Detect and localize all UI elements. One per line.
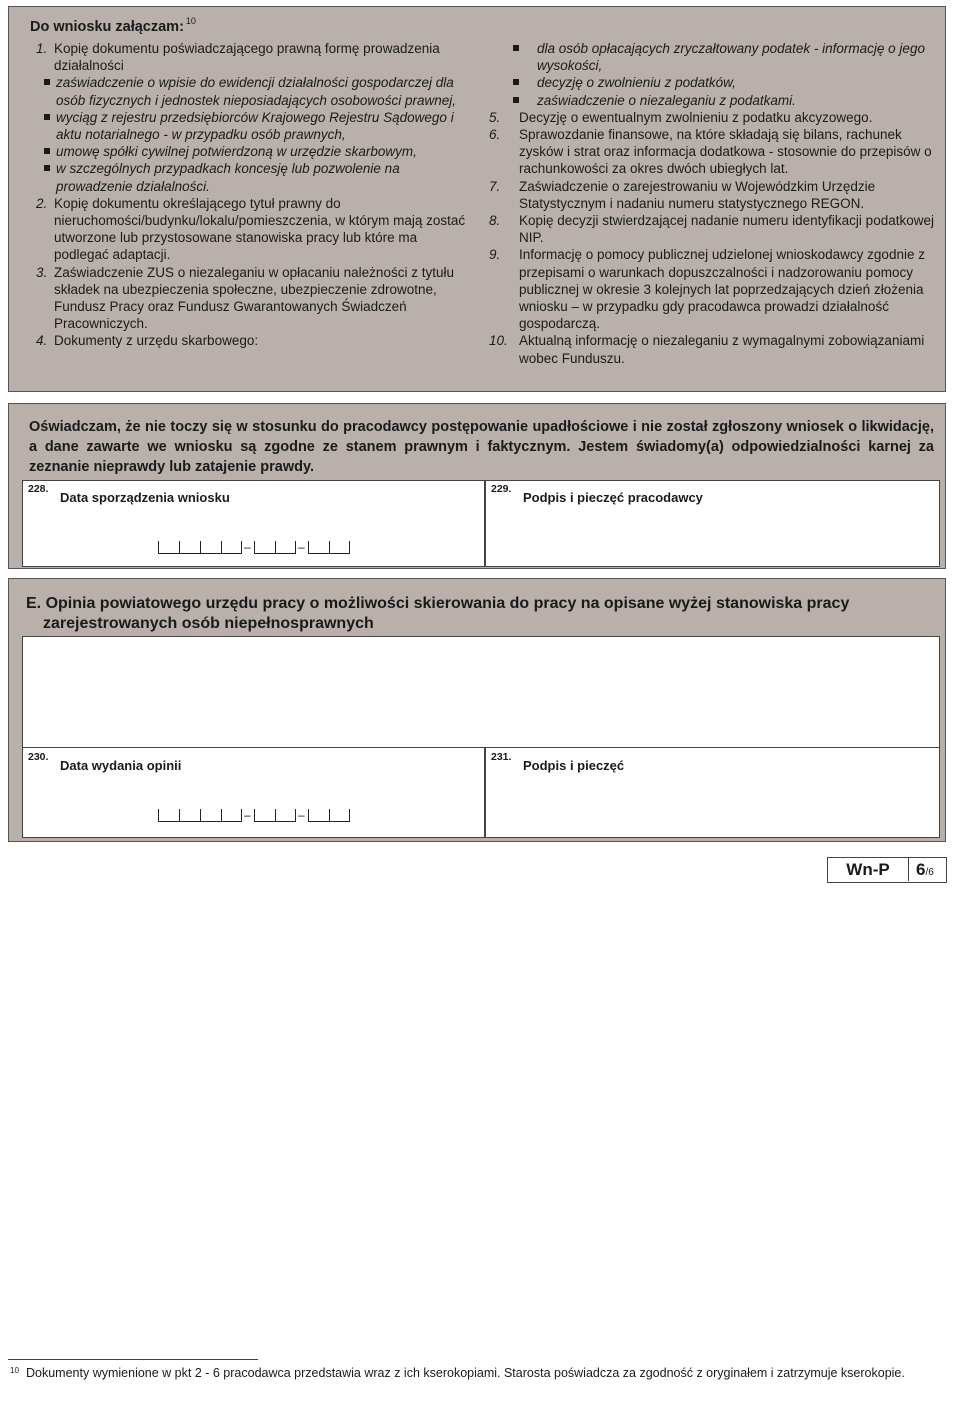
item-number: 4. [36,333,48,349]
item-number: 1. [36,41,48,56]
date-digit-box[interactable] [254,809,275,822]
field-number: 228. [28,483,49,495]
field-number: 229. [491,483,512,495]
date-digit-box[interactable] [275,809,296,822]
page-current: 6 [916,860,926,879]
item-text: Sprawozdanie finansowe, na które składają się bilans, rachunek zysków i strat oraz informacja dodatkowa - stosownie do przepisów o rachunkowości za okres dwóch ubiegłych lat. [519,127,932,177]
opinion-date-field[interactable] [22,747,485,838]
field-label: Podpis i pieczęć [523,758,625,773]
opinion-title-line: zarejestrowanych osób niepełnosprawnych [43,615,374,632]
date-digit-box[interactable] [329,809,350,822]
list-item [489,332,939,366]
date-digit-box[interactable] [221,541,242,554]
item-number: 9. [489,247,501,263]
item-text: umowę spółki cywilnej potwierdzoną w urzędzie skarbowym, [56,144,417,160]
item-text: Informację o pomocy publicznej udzielonej wnioskodawcy zgodnie z przepisami o warunkach dopuszczalności i nadzorowaniu pomocy publicznej w okresie 3 kolejnych lat poprzedzających dzień złożenia wniosku – w przypadku gdy pracodawca prowadzi działalność gospodarczą. [519,247,925,332]
footnote-divider [8,1359,258,1360]
list-item [22,264,474,333]
item-number: 8. [489,213,501,229]
list-item [22,332,474,349]
opinion-title-line: E. Opinia powiatowego urzędu pracy o możliwości skierowania do pracy na opisane wyżej stanowiska pracy [26,595,850,612]
field-number: 230. [28,751,49,763]
list-item [489,92,939,109]
item-number: 3. [36,264,48,280]
date-separator: – [244,808,251,822]
item-text: wyciąg z rejestru przedsiębiorców Krajowego Rejestru Sądowego i aktu notarialnego - w przypadku osób prawnych, [56,109,454,143]
item-number: 10. [489,333,508,349]
item-text: zaświadczenie o niezaleganiu z podatkami. [537,92,796,108]
form-code: Wn-P [828,858,909,881]
field-label: Data wydania opinii [60,758,182,773]
attachments-title [30,16,196,35]
footnote-marker: 10 [10,1366,19,1375]
date-digit-box[interactable] [158,809,179,822]
date-digit-box[interactable] [329,541,350,554]
date-digit-box[interactable] [254,541,275,554]
list-item [22,74,474,108]
page-total: /6 [925,867,934,878]
item-text: Zaświadczenie o zarejestrowaniu w Wojewódzkim Urzędzie Statystycznym i nadaniu numeru statystycznego REGON. [519,178,876,211]
declaration-text: Oświadczam, że nie toczy się w stosunku do pracodawcy postępowanie upadłościowe i nie został zgłoszony wniosek o likwidację, a dane zawarte we wniosku są zgodne ze stanem prawnym i faktycznym. Jestem świadomy(a) odpowiedzialności karnej za zeznanie nieprawdy lub zatajenie prawdy. [29,419,934,475]
footnote [10,1366,945,1381]
item-number: 7. [489,178,501,194]
date-digit-box[interactable] [221,809,242,822]
field-label: Podpis i pieczęć pracodawcy [523,490,703,505]
attachments-right-column [489,40,939,367]
item-number: 6. [489,127,501,143]
list-item [489,126,939,178]
date-digit-box[interactable] [308,541,329,554]
item-number: 5. [489,109,501,125]
opinion-panel [8,578,946,842]
item-text: zaświadczenie o wpisie do ewidencji działalności gospodarczej dla osób fizycznych i jednostek nieposiadających osobowości prawnej, [56,75,456,108]
date-input-boxes[interactable] [158,540,358,554]
item-text: decyzję o zwolnieniu z podatków, [537,75,736,91]
date-of-application-field[interactable] [22,480,485,567]
page-number [916,858,934,884]
employer-signature-field[interactable] [485,480,940,567]
list-item [489,74,939,91]
date-separator: – [298,808,305,822]
attachments-footnote-ref: 10 [185,16,196,26]
footnote-text: Dokumenty wymienione w pkt 2 - 6 pracodawca przedstawia wraz z ich kserokopiami. Starosta poświadcza za zgodność z oryginałem i zatrzymuje kserokopie. [26,1366,905,1380]
date-digit-box[interactable] [200,809,221,822]
list-item [22,109,474,143]
date-input-boxes[interactable] [158,808,358,822]
item-text: Aktualną informację o niezaleganiu z wymagalnymi zobowiązaniami wobec Funduszu. [519,333,925,366]
list-item [489,40,939,74]
attachments-left-column [22,40,474,350]
date-digit-box[interactable] [308,809,329,822]
date-separator: – [298,540,305,554]
opinion-signature-field[interactable] [485,747,940,838]
declaration-panel [8,403,946,569]
list-item [22,143,474,160]
item-text: Kopię decyzji stwierdzającej nadanie numeru identyfikacji podatkowej NIP. [519,213,934,246]
attachments-panel [8,6,946,392]
form-page-indicator [827,857,947,883]
item-text: Decyzję o ewentualnym zwolnieniu z podatku akcyzowego. [519,109,873,125]
item-text: Kopię dokumentu poświadczającego prawną formę prowadzenia działalności [54,41,440,74]
list-item [489,109,939,126]
list-item [22,195,474,264]
date-digit-box[interactable] [200,541,221,554]
field-number: 231. [491,751,512,763]
list-item [22,160,474,194]
item-text: Dokumenty z urzędu skarbowego: [54,333,259,349]
item-text: Kopię dokumentu określającego tytuł prawny do nieruchomości/budynku/lokalu/pomieszczenia, w którym mają zostać utworzone lub przystosowane stanowiska pracy lub które ma podlegać adaptacji. [54,195,466,263]
item-text: dla osób opłacających zryczałtowany podatek - informację o jego wysokości, [537,41,925,74]
date-digit-box[interactable] [275,541,296,554]
field-label: Data sporządzenia wniosku [60,490,230,505]
date-digit-box[interactable] [158,541,179,554]
item-text: Zaświadczenie ZUS o niezaleganiu w opłacaniu należności z tytułu składek na ubezpieczenia społeczne, ubezpieczenie zdrowotne, Fundusz Pracy oraz Fundusz Gwarantowanych Świadczeń Pracowniczych. [54,264,454,332]
date-digit-box[interactable] [179,809,200,822]
date-digit-box[interactable] [179,541,200,554]
date-separator: – [244,540,251,554]
list-item [22,40,474,74]
list-item [489,246,939,332]
list-item [489,212,939,246]
item-text: w szczególnych przypadkach koncesję lub pozwolenie na prowadzenie działalności. [56,161,400,194]
attachments-title-text: Do wniosku załączam: [30,19,184,35]
opinion-section-title [26,594,849,634]
item-number: 2. [36,195,48,211]
list-item [489,178,939,212]
opinion-text-area[interactable] [22,636,940,748]
